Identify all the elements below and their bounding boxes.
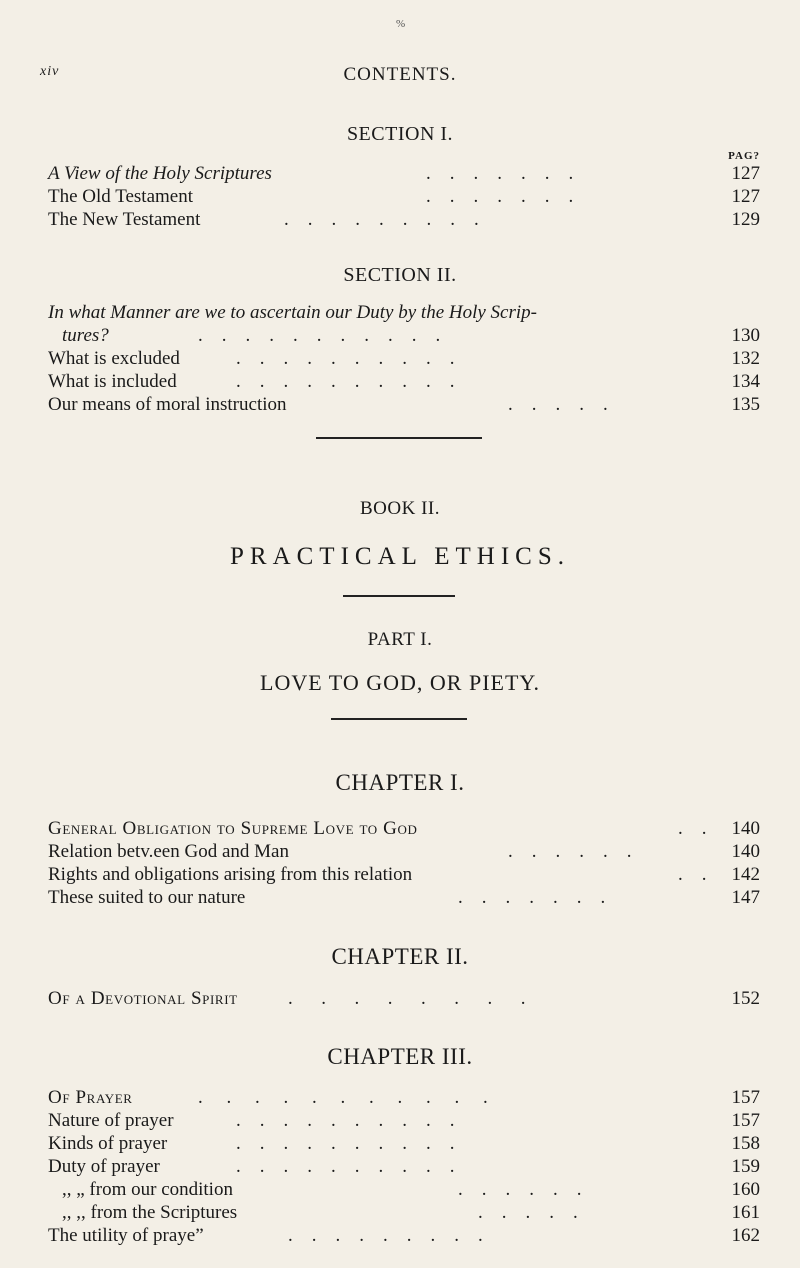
part-title: LOVE TO GOD, OR PIETY. — [260, 670, 540, 695]
toc-entry-label: Nature of prayer — [48, 1110, 174, 1131]
toc-entry — [48, 1133, 760, 1157]
toc-leader: . . — [678, 864, 707, 885]
section-1-heading: SECTION I. — [346, 123, 454, 145]
toc-entry — [48, 186, 760, 210]
toc-entry — [48, 163, 760, 187]
toc-entry-label: Of a Devotional Spirit — [48, 988, 238, 1009]
toc-entry-label: ,, „ from our condition — [62, 1179, 233, 1200]
toc-entry-page: 159 — [731, 1156, 760, 1177]
toc-entry-label: In what Manner are we to ascertain our Duty by the Holy Scrip- — [48, 302, 537, 323]
toc-entry — [48, 209, 760, 233]
toc-leader: . . . . . . . . — [288, 988, 526, 1009]
toc-entry-page: 157 — [731, 1087, 760, 1108]
toc-entry-page: 161 — [731, 1202, 760, 1223]
toc-entry-page: 152 — [731, 988, 760, 1009]
toc-entry — [48, 887, 760, 911]
toc-leader: . . . . . . . . . . — [236, 348, 455, 369]
toc-entry-page: 142 — [731, 864, 760, 885]
toc-leader: . . . . . . . — [458, 887, 606, 908]
toc-leader: . . . . . . — [458, 1179, 582, 1200]
toc-entry-page: 158 — [731, 1133, 760, 1154]
divider — [331, 718, 467, 720]
chapter-2-heading: CHAPTER II. — [331, 944, 469, 969]
toc-entry — [48, 841, 760, 865]
toc-entry — [48, 1156, 760, 1180]
top-mark: % — [396, 18, 406, 30]
toc-entry-label-continued: tures? — [62, 325, 109, 346]
toc-entry-label: A View of the Holy Scriptures — [48, 163, 272, 184]
toc-entry-page: 140 — [731, 841, 760, 862]
page-number: xiv — [40, 64, 60, 79]
book-title: PRACTICAL ETHICS. — [230, 543, 570, 570]
page-column-label: PAG? — [728, 150, 760, 162]
toc-leader: . . . . . . . . . — [288, 1225, 483, 1246]
toc-entry-page: 162 — [731, 1225, 760, 1246]
toc-entry — [48, 864, 760, 888]
toc-leader: . . . . . — [478, 1202, 578, 1223]
toc-entry-page: 157 — [731, 1110, 760, 1131]
toc-entry-label: These suited to our nature — [48, 887, 246, 908]
toc-entry — [48, 1110, 760, 1134]
toc-leader: . . . . . . . . . . . — [198, 325, 441, 346]
toc-entry — [48, 1087, 760, 1111]
toc-entry-label: What is excluded — [48, 348, 180, 369]
toc-leader: . . . . . — [508, 394, 608, 415]
toc-entry-page: 160 — [731, 1179, 760, 1200]
toc-entry — [48, 1202, 760, 1226]
toc-leader: . . . . . . . . . . — [236, 1110, 455, 1131]
toc-leader: . . . . . . . . . . — [236, 371, 455, 392]
toc-entry-page: 127 — [731, 186, 760, 207]
toc-entry-page: 129 — [731, 209, 760, 230]
toc-entry — [48, 371, 760, 395]
toc-entry-page: 147 — [731, 887, 760, 908]
toc-entry-label: Our means of moral instruction — [48, 394, 287, 415]
toc-leader: . . . . . . . . . . — [236, 1133, 455, 1154]
toc-entry-label: The New Testament — [48, 209, 201, 230]
toc-entry-label: Of Prayer — [48, 1087, 133, 1108]
toc-entry — [48, 302, 760, 326]
running-title: CONTENTS. — [343, 64, 457, 85]
toc-entry-page: 134 — [731, 371, 760, 392]
toc-entry-page: 135 — [731, 394, 760, 415]
part-heading: PART I. — [367, 629, 433, 650]
divider — [343, 595, 455, 597]
toc-entry-page: 132 — [731, 348, 760, 369]
chapter-3-heading: CHAPTER III. — [327, 1044, 473, 1069]
toc-entry-label: Duty of prayer — [48, 1156, 160, 1177]
toc-entry — [48, 325, 760, 349]
toc-leader: . . . . . . . . . — [284, 209, 479, 230]
toc-leader: . . . . . . — [508, 841, 632, 862]
toc-entry — [48, 394, 760, 418]
toc-leader: . . — [678, 818, 707, 839]
toc-entry-label: Rights and obligations arising from this relation — [48, 864, 413, 885]
toc-entry — [48, 348, 760, 372]
toc-leader: . . . . . . . — [426, 163, 574, 184]
toc-entry-label: ,, ,, from the Scriptures — [62, 1202, 238, 1223]
toc-entry-label: The utility of praye” — [48, 1225, 204, 1246]
toc-leader: . . . . . . . — [426, 186, 574, 207]
toc-entry-label: General Obligation to Supreme Love to God — [48, 818, 418, 839]
toc-entry-label: The Old Testament — [48, 186, 194, 207]
toc-leader: . . . . . . . . . . . — [198, 1087, 488, 1108]
toc-entry — [48, 818, 760, 842]
toc-entry-label: What is included — [48, 371, 177, 392]
toc-entry-label: Relation betv.een God and Man — [48, 841, 289, 862]
toc-entry-page: 127 — [731, 163, 760, 184]
toc-entry — [48, 988, 760, 1012]
toc-leader: . . . . . . . . . . — [236, 1156, 455, 1177]
divider — [316, 437, 482, 439]
toc-entry-page: 130 — [731, 325, 760, 346]
book-heading: BOOK II. — [360, 498, 440, 519]
section-2-heading: SECTION II. — [343, 264, 457, 286]
toc-entry — [48, 1225, 760, 1249]
toc-entry-label: Kinds of prayer — [48, 1133, 168, 1154]
toc-entry-page: 140 — [731, 818, 760, 839]
chapter-1-heading: CHAPTER I. — [335, 770, 465, 795]
toc-entry — [48, 1179, 760, 1203]
